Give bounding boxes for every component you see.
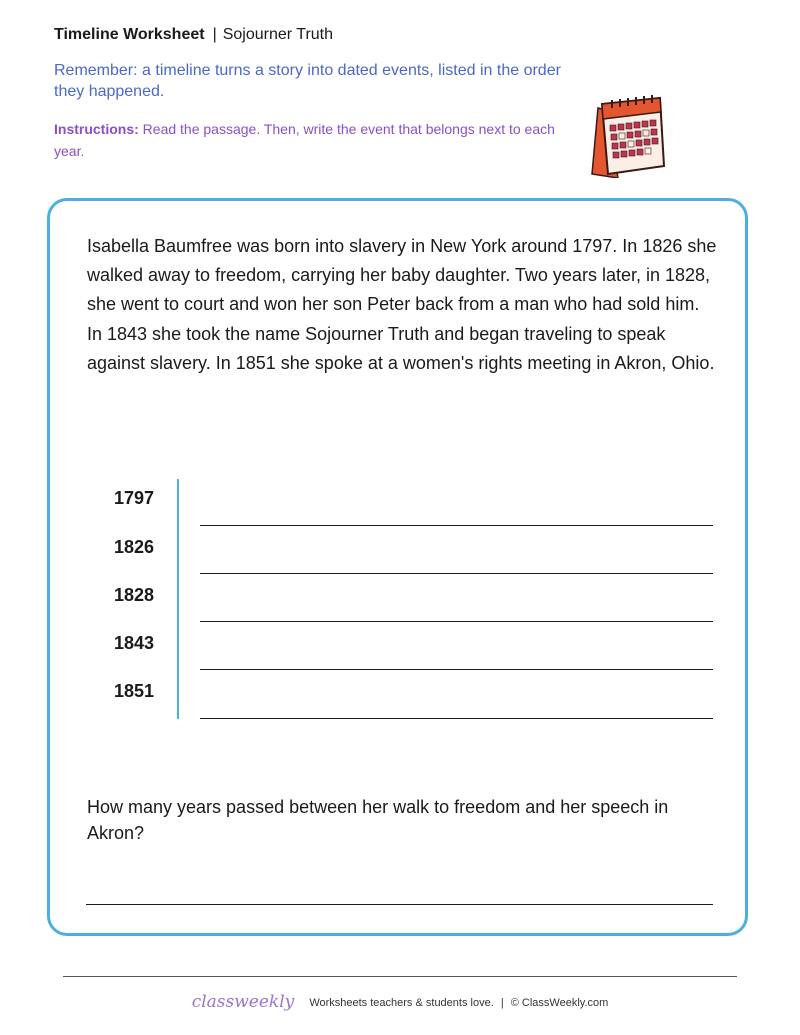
- timeline-year: 1797: [113, 488, 154, 508]
- timeline-year: 1826: [113, 537, 154, 557]
- timeline-year: 1843: [113, 633, 154, 653]
- question-answer-line[interactable]: [86, 904, 713, 905]
- passage-text: Isabella Baumfree was born into slavery in New York around 1797. In 1826 she walked away to freedom, carrying her baby daughter. Two years later, in 1828, she went to court and won her son Peter back from a man who had sold him. In 1843 she took the name Sojourner Truth and began traveling to speak against slavery. In 1851 she spoke at a women's rights meeting in Akron, Ohio.: [87, 236, 717, 373]
- brand-logo: classweekly: [191, 992, 295, 1012]
- timeline-axis: [177, 479, 179, 719]
- instructions: [54, 118, 579, 162]
- answer-line[interactable]: [200, 669, 713, 670]
- instructions-text: Read the passage. Then, write the event that belongs next to each year.: [54, 121, 555, 159]
- timeline-year: 1851: [113, 681, 154, 701]
- footer-rule: [63, 976, 737, 977]
- page-footer: [0, 992, 800, 1012]
- worksheet-subtitle: Sojourner Truth: [222, 26, 334, 43]
- remember-note: Remember: a timeline turns a story into dated events, listed in the order they happened.: [54, 62, 561, 100]
- footer-tagline: Worksheets teachers & students love.: [309, 997, 494, 1009]
- answer-line[interactable]: [200, 525, 713, 526]
- answer-line[interactable]: [200, 621, 713, 622]
- page-header: [54, 26, 333, 44]
- footer-separator: |: [500, 997, 504, 1009]
- answer-line[interactable]: [200, 573, 713, 574]
- instructions-label: Instructions:: [54, 121, 139, 137]
- worksheet-title: Timeline Worksheet: [54, 26, 205, 43]
- calendar-icon: [588, 94, 668, 178]
- header-separator: |: [212, 26, 217, 43]
- footer-copyright: © ClassWeekly.com: [510, 997, 609, 1009]
- answer-line[interactable]: [200, 718, 713, 719]
- timeline-year: 1828: [113, 585, 154, 605]
- question-text: How many years passed between her walk to freedom and her speech in Akron?: [87, 797, 669, 843]
